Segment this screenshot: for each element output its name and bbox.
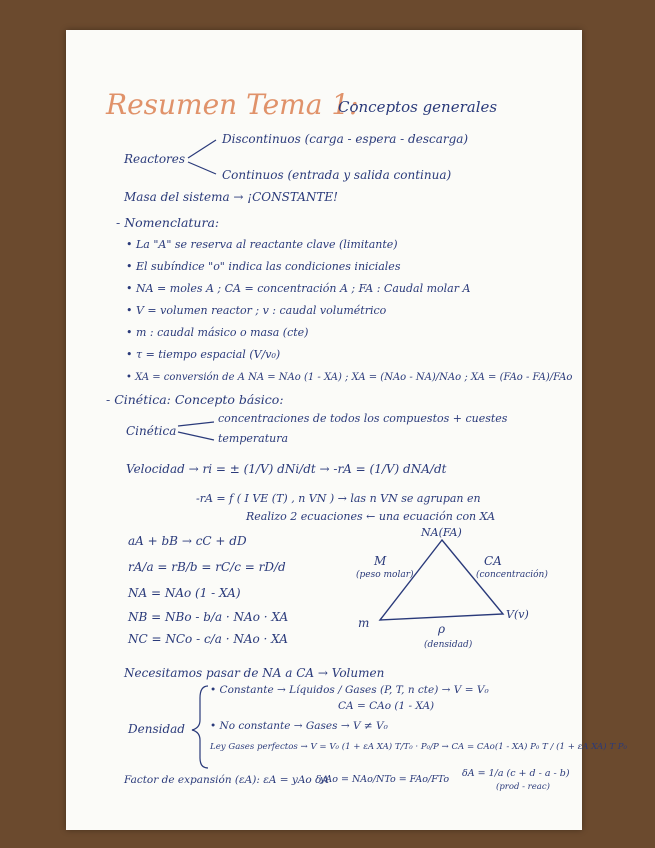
reactor-discontinuo: Discontinuos (carga - espera - descarga) xyxy=(222,132,469,146)
densidad-label: Densidad xyxy=(128,722,185,736)
nomenclatura-item: • La "A" se reserva al reactante clave (limitante) xyxy=(126,238,398,251)
cinetica-heading: - Cinética: Concepto básico: xyxy=(106,392,284,407)
reactores-label: Reactores xyxy=(124,152,186,166)
velocidad-eq: Velocidad → ri = ± (1/V) dNi/dt → -rA = (1/V) dNA/dt xyxy=(126,462,447,476)
cinetica-branch-2: temperatura xyxy=(218,432,289,445)
cinetica-label: Cinética xyxy=(126,424,177,438)
triangle-top: NA(FA) xyxy=(421,526,462,539)
cinetica-branch-1: concentraciones de todos los compuestos + cuestes xyxy=(218,412,508,425)
nomenclatura-item: • XA = conversión de A NA = NAo (1 - XA) ; XA = (NAo - NA)/NAo ; XA = (FAo - FA)/FAo xyxy=(126,372,573,383)
factor-delta: δA = 1/a (c + d - a - b) xyxy=(462,768,570,779)
triangle-right-sub: (concentración) xyxy=(476,570,548,580)
triangle-left-sub: (peso molar) xyxy=(356,570,414,580)
triangle-right: CA xyxy=(484,554,502,568)
moles-b: NB = NBo - b/a · NAo · XA xyxy=(128,610,289,624)
factor-delta-sub: (prod - reac) xyxy=(496,782,550,792)
page-subtitle: Conceptos generales xyxy=(338,98,498,116)
nomenclatura-item: • V = volumen reactor ; v : caudal volumétrico xyxy=(126,304,387,317)
triangle-bottom-right: V(v) xyxy=(506,608,529,621)
nomenclatura-item: • m : caudal másico o masa (cte) xyxy=(126,326,309,339)
factor-expansion: Factor de expansión (εA): εA = yAo δA xyxy=(124,774,329,786)
nomenclatura-heading: - Nomenclatura: xyxy=(116,215,220,230)
moles-c: NC = NCo - c/a · NAo · XA xyxy=(128,632,288,646)
nomenclatura-item: • El subíndice "o" indica las condiciones iniciales xyxy=(126,260,401,273)
triangle-bottom: ρ xyxy=(438,622,446,636)
reaction-equation: aA + bB → cC + dD xyxy=(128,534,247,548)
triangle-bottom-left: m xyxy=(358,616,370,630)
moles-a: NA = NAo (1 - XA) xyxy=(128,586,241,600)
rate-law: -rA = f ( I VE (T) , n VN ) → las n VN se agrupan en xyxy=(196,492,481,505)
nomenclatura-item: • τ = tiempo espacial (V/v₀) xyxy=(126,348,281,361)
densidad-brace xyxy=(66,30,582,830)
reaction-ratios: rA/a = rB/b = rC/c = rD/d xyxy=(128,560,286,574)
page-title: Resumen Tema 1: xyxy=(106,88,359,121)
reactor-continuo: Continuos (entrada y salida continua) xyxy=(222,168,452,182)
densidad-constante-ca: CA = CAo (1 - XA) xyxy=(338,700,435,712)
notebook-page xyxy=(66,30,628,830)
densidad-no-constante: • No constante → Gases → V ≠ V₀ xyxy=(210,720,388,732)
densidad-gases-perfectos: Ley Gases perfectos → V = V₀ (1 + εA XA) T/T₀ · P₀/P → CA = CAo(1 - XA) P₀ T / (1 + εA XA) T P₀ xyxy=(210,742,628,752)
triangle-left: M xyxy=(374,554,387,568)
triangle-bottom-sub: (densidad) xyxy=(424,640,473,650)
necesitamos-note: Necesitamos pasar de NA a CA → Volumen xyxy=(124,666,385,680)
factor-yao: yAo = NAo/NTo = FAo/FTo xyxy=(320,774,450,785)
rate-law-2: Realizo 2 ecuaciones ← una ecuación con XA xyxy=(246,510,496,523)
masa-sistema: Masa del sistema → ¡CONSTANTE! xyxy=(124,190,338,204)
densidad-constante: • Constante → Líquidos / Gases (P, T, n cte) → V = V₀ xyxy=(210,684,489,696)
nomenclatura-item: • NA = moles A ; CA = concentración A ; FA : Caudal molar A xyxy=(126,282,471,295)
